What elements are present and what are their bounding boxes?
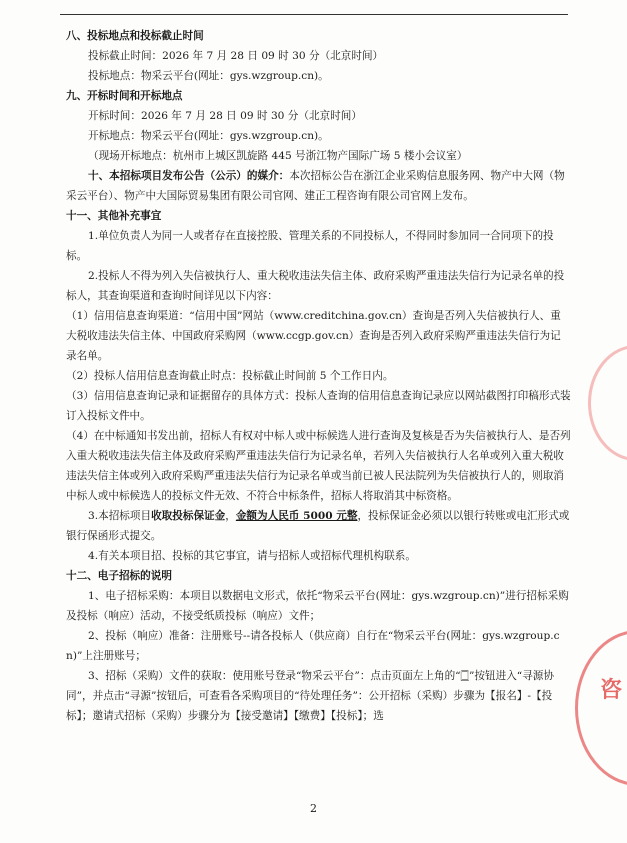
sections-8-9	[66, 26, 571, 166]
section-line-5: 开标地点：物采云平台(网址：gys.wzgroup.cn)。	[88, 130, 329, 142]
other-p5: （3）信用信息查询记录和证据留存的具体方式：投标人查询的信用信息查询记录应以网站截图打印稿形式装订入投标文件中。	[66, 390, 571, 422]
electronic-p1: 1、电子招标采购：本项目以数据电文形式，依托“物采云平台(网址：gys.wzgroup.cn)”进行招标采购及投标（响应）活动，不接受纸质投标（响应）文件；	[66, 590, 569, 622]
media-body: 本次招标公告在浙江企业采购信息服务网、物产中大网（物采云平台）、物产中大国际贸易集团有限公司官网、建正工程咨询有限公司官网上发布。	[66, 170, 565, 202]
page-number: 2	[310, 802, 317, 815]
p7-c: ，	[225, 510, 236, 522]
other-p7	[66, 506, 571, 546]
seal-stamp-faint	[588, 345, 627, 461]
seal-stamp-text: 咨	[600, 678, 623, 703]
document-body	[66, 26, 571, 726]
section-line-4: 开标时间：2026 年 7 月 28 日 09 时 30 分（北京时间）	[88, 110, 362, 122]
media-paragraph	[66, 166, 571, 206]
deposit-required: 收取投标保证金	[151, 510, 226, 522]
p7-a: 3.本招标项目	[88, 510, 152, 522]
electronic-heading: 十二、电子招标的说明	[66, 570, 172, 582]
section-line-3: 九、开标时间和开标地点	[66, 90, 183, 102]
other-p6: （4）在中标通知书发出前，招标人有权对中标人或中标候选人进行查询及复核是否为失信被执行人、是否列入重大税收违法失信主体及政府采购严重违法失信行为记录名单，若列入失信被执行人名单或列入重大税收违法失信主体或列入政府采购严重违法失信行为记录名单或当前已被人民法院列为失信被执行人的，则取消中标人或中标候选人的投标文件无效、不符合中标条件，招标人将取消其中标资格。	[66, 430, 571, 502]
p7-e: ，投标保证金必须以以银行转账或电汇形式或银行保函形式提交。	[66, 510, 570, 542]
media-heading: 十、本招标项目发布公告（公示）的媒介：	[88, 170, 290, 182]
other-p4: （2）投标人信用信息查询截止时点：投标截止时间前 5 个工作日内。	[66, 370, 394, 382]
section-line-2: 投标地点：物采云平台(网址：gys.wzgroup.cn)。	[88, 70, 329, 82]
seal-stamp	[575, 630, 627, 786]
other-p8: 4.有关本项目招、投标的其它事宜，请与招标人或招标代理机构联系。	[88, 550, 416, 562]
other-p2: 2.投标人不得为列入失信被执行人、重大税收违法失信主体、政府采购严重违法失信行为记录名单的投标人，其查询渠道和查询时间详见以下内容：	[66, 270, 565, 302]
other-p1: 1.单位负责人为同一人或者存在直接控股、管理关系的不同投标人，不得同时参加同一合同项下的投标。	[66, 230, 554, 262]
header-rule	[60, 14, 568, 15]
other-heading: 十一、其他补充事宜	[66, 210, 162, 222]
electronic-p2: 2、投标（响应）准备：注册账号--请各投标人（供应商）自行在“物采云平台(网址：gys.wzgroup.cn)”上注册账号；	[66, 630, 560, 662]
section-line-1: 投标截止时间：2026 年 7 月 28 日 09 时 30 分（北京时间）	[88, 50, 384, 62]
electronic-p3: 3、招标（采购）文件的获取：使用账号登录“物采云平台”：点击页面左上角的“🀆”按钮进入“寻源协同”，并点击“寻源”按钮后，可查看各采购项目的“待处理任务”：公开招标（采购）步骤为【报名】-【投标】；邀请式招标（采购）步骤分为【接受邀请】【缴费】【投标】；选	[66, 670, 554, 722]
section-line-0: 八、投标地点和投标截止时间	[66, 30, 204, 42]
deposit-amount: 金额为人民币 5000 元整	[235, 510, 358, 522]
other-p3: （1）信用信息查询渠道：“信用中国”网站（www.creditchina.gov.cn）查询是否列入失信被执行人、重大税收违法失信主体、中国政府采购网（www.ccgp.gov.cn）查询是否列入政府采购严重违法失信行为记录名单。	[66, 310, 561, 362]
section-line-6: （现场开标地点：杭州市上城区凯旋路 445 号浙江物产国际广场 5 楼小会议室）	[88, 150, 468, 162]
